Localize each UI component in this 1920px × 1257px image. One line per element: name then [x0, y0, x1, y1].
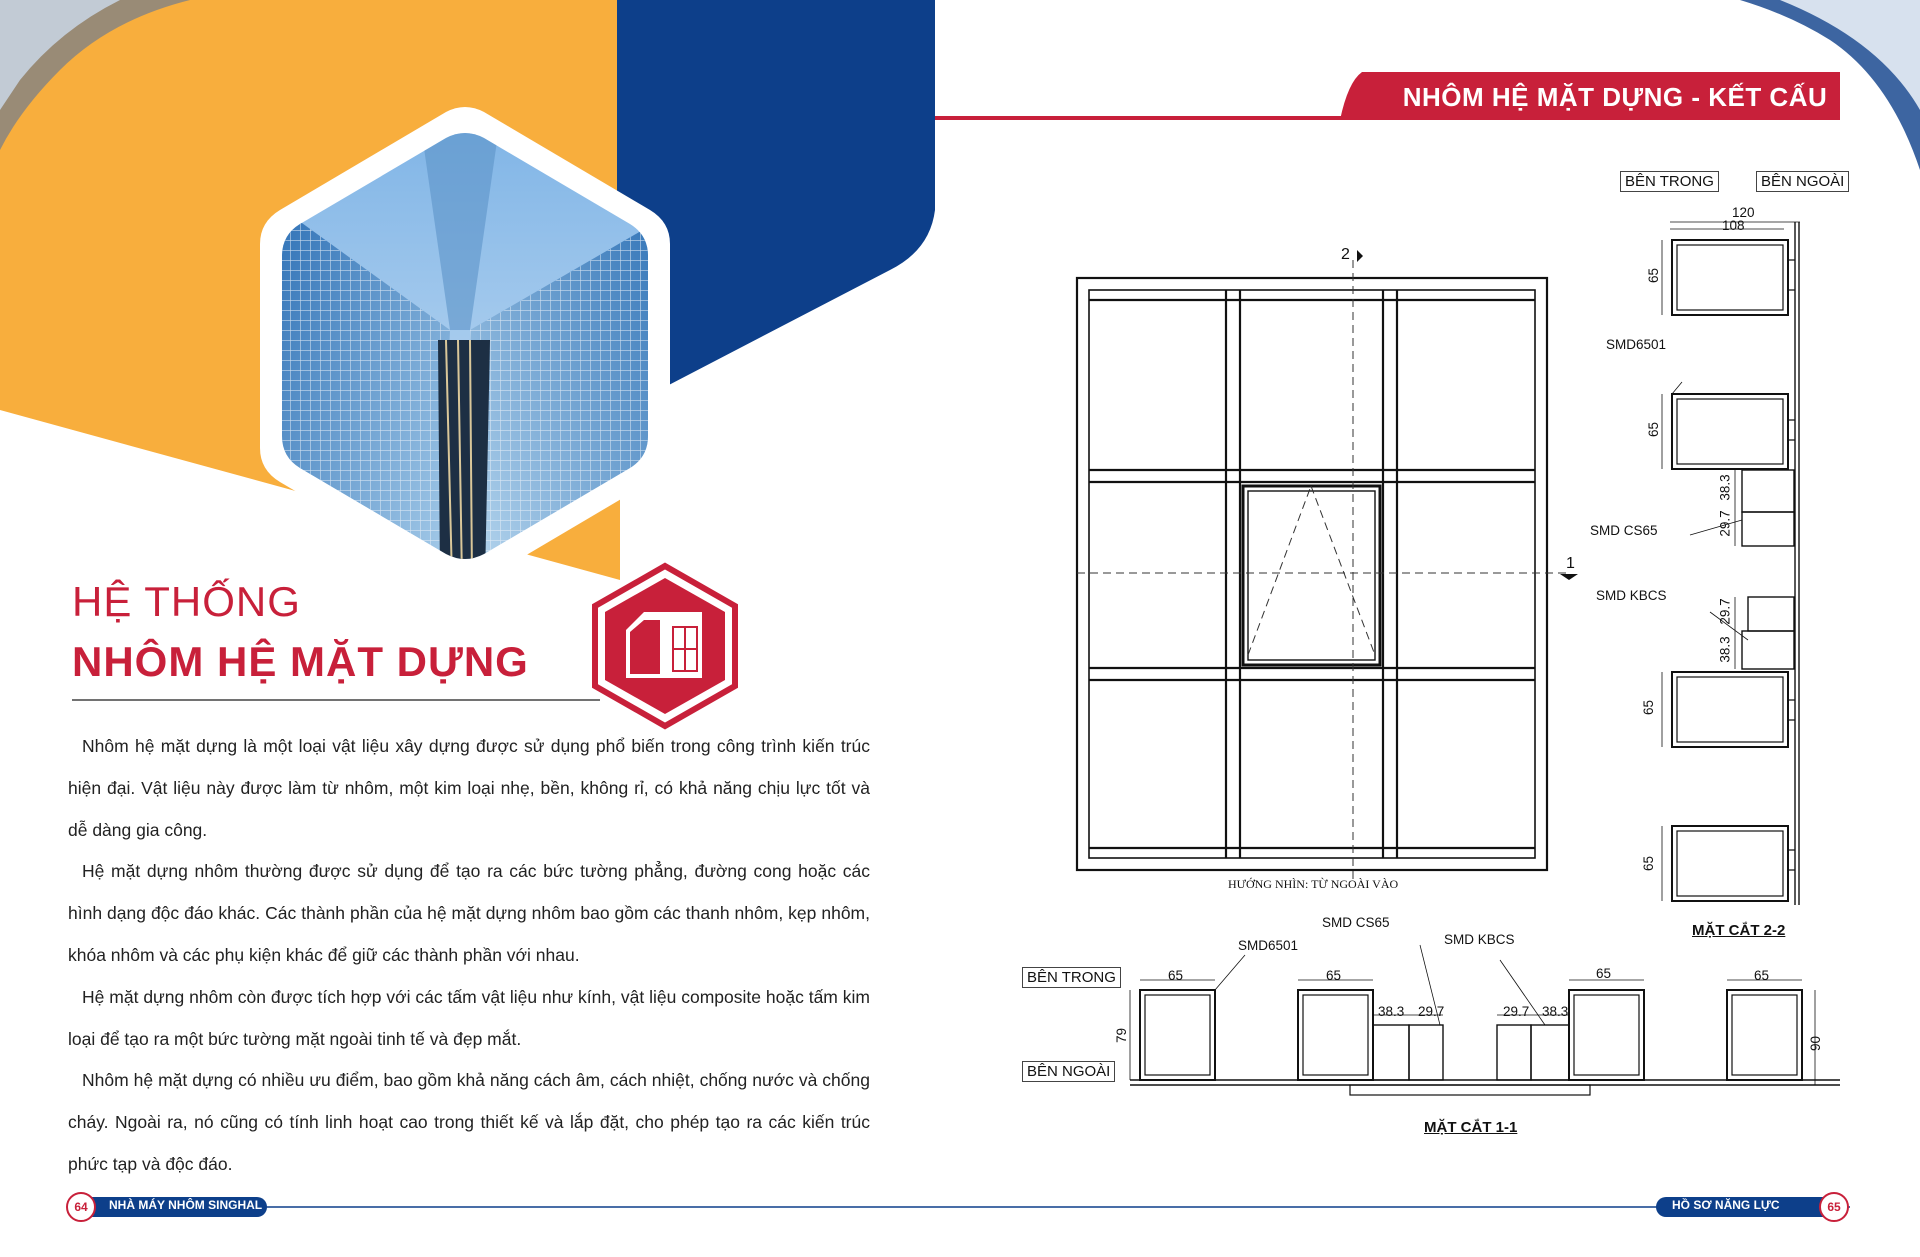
- dim-29-7-a: 29.7: [1717, 510, 1733, 537]
- paragraph-4: Nhôm hệ mặt dựng có nhiều ưu điểm, bao gồm khả năng cách âm, cách nhiệt, chống nước và chống cháy. Ngoài ra, nó cũng có tính linh hoạt cao trong thiết kế và lắp đặt, cho phép tạo ra các kiến trúc phức tạp và độc đáo.: [68, 1070, 870, 1174]
- section-marker-2: [1357, 250, 1363, 262]
- profile-smd6501-11: SMD6501: [1238, 938, 1299, 953]
- outside-label-top: BÊN NGOÀI: [1756, 171, 1849, 192]
- section-11-drawing: [1130, 990, 1840, 1095]
- dim-65-d: 65: [1641, 855, 1657, 872]
- dim-38-3-c: 38.3: [1378, 1004, 1405, 1019]
- profile-smdkbcs-11: SMD KBCS: [1444, 932, 1515, 947]
- section-22-title: MẶT CẮT 2-2: [1692, 922, 1786, 939]
- dim-65-a: 65: [1646, 267, 1662, 284]
- profile-smdcs65-11: SMD CS65: [1322, 915, 1390, 930]
- inside-label-top: BÊN TRONG: [1620, 171, 1719, 192]
- profile-smdcs65-22: SMD CS65: [1590, 523, 1658, 538]
- section-marker-1: [1560, 574, 1578, 580]
- profile-smd6501-22: SMD6501: [1606, 337, 1667, 352]
- footer-left-text: NHÀ MÁY NHÔM SINGHAL: [109, 1198, 263, 1212]
- paragraph-1: Nhôm hệ mặt dựng là một loại vật liệu xây dựng được sử dụng phổ biến trong công trình kiến trúc hiện đại. Vật liệu này được làm từ nhôm, một kim loại nhẹ, bền, không rỉ, có khả năng chịu lực tốt và dễ dàng gia công.: [68, 736, 870, 840]
- dim-120: 120: [1732, 205, 1755, 220]
- heading-line-1: HỆ THỐNG: [72, 578, 301, 625]
- dim-79: 79: [1114, 1027, 1130, 1044]
- profile-smdkbcs-22: SMD KBCS: [1596, 588, 1667, 603]
- dim-90: 90: [1808, 1035, 1824, 1052]
- section-22-drawing: [1670, 222, 1800, 905]
- dim-38-3-a: 38.3: [1717, 474, 1733, 501]
- section-marker-1-label: 1: [1566, 555, 1575, 572]
- dim-65-e: 65: [1168, 968, 1184, 983]
- dim-65-g: 65: [1596, 966, 1612, 981]
- dim-29-7-c: 29.7: [1418, 1004, 1445, 1019]
- view-caption: HƯỚNG NHÌN: TỪ NGOÀI VÀO: [1228, 877, 1399, 891]
- dim-65-b: 65: [1646, 421, 1662, 438]
- dim-65-c: 65: [1641, 699, 1657, 716]
- heading-line-2: NHÔM HỆ MẶT DỰNG: [72, 638, 529, 685]
- header-title: NHÔM HỆ MẶT DỰNG - KẾT CẤU: [1402, 82, 1828, 112]
- dim-65-h: 65: [1754, 968, 1770, 983]
- dim-108: 108: [1722, 218, 1745, 233]
- page-number-right: 65: [1819, 1192, 1849, 1222]
- inside-label-bottom: BÊN TRONG: [1022, 967, 1121, 988]
- section-marker-2-label: 2: [1341, 246, 1350, 263]
- section-11-title: MẶT CẮT 1-1: [1424, 1119, 1518, 1136]
- dim-38-3-b: 38.3: [1717, 636, 1733, 663]
- page-number-left: 64: [66, 1192, 96, 1222]
- elevation-outer-frame: [1077, 278, 1547, 870]
- paragraph-3: Hệ mặt dựng nhôm còn được tích hợp với các tấm vật liệu như kính, vật liệu composite hoặc tấm kim loại để tạo ra một bức tường mặt ngoài tinh tế và đẹp mắt.: [68, 986, 870, 1049]
- dim-29-7-d: 29.7: [1503, 1004, 1530, 1019]
- dim-65-f: 65: [1326, 968, 1342, 983]
- outside-label-bottom: BÊN NGOÀI: [1022, 1061, 1115, 1082]
- footer-right-text: HỒ SƠ NĂNG LỰC: [1672, 1198, 1780, 1212]
- dim-29-7-b: 29.7: [1717, 598, 1733, 625]
- paragraph-2: Hệ mặt dựng nhôm thường được sử dụng để tạo ra các bức tường phẳng, đường cong hoặc các hình dạng độc đáo khác. Các thành phần của hệ mặt dựng nhôm bao gồm các thanh nhôm, kẹp nhôm, khóa nhôm và các phụ kiện khác để giữ các thành phần với nhau.: [68, 861, 870, 965]
- elevation-inner-frame: [1089, 290, 1535, 858]
- dim-38-3-d: 38.3: [1542, 1004, 1569, 1019]
